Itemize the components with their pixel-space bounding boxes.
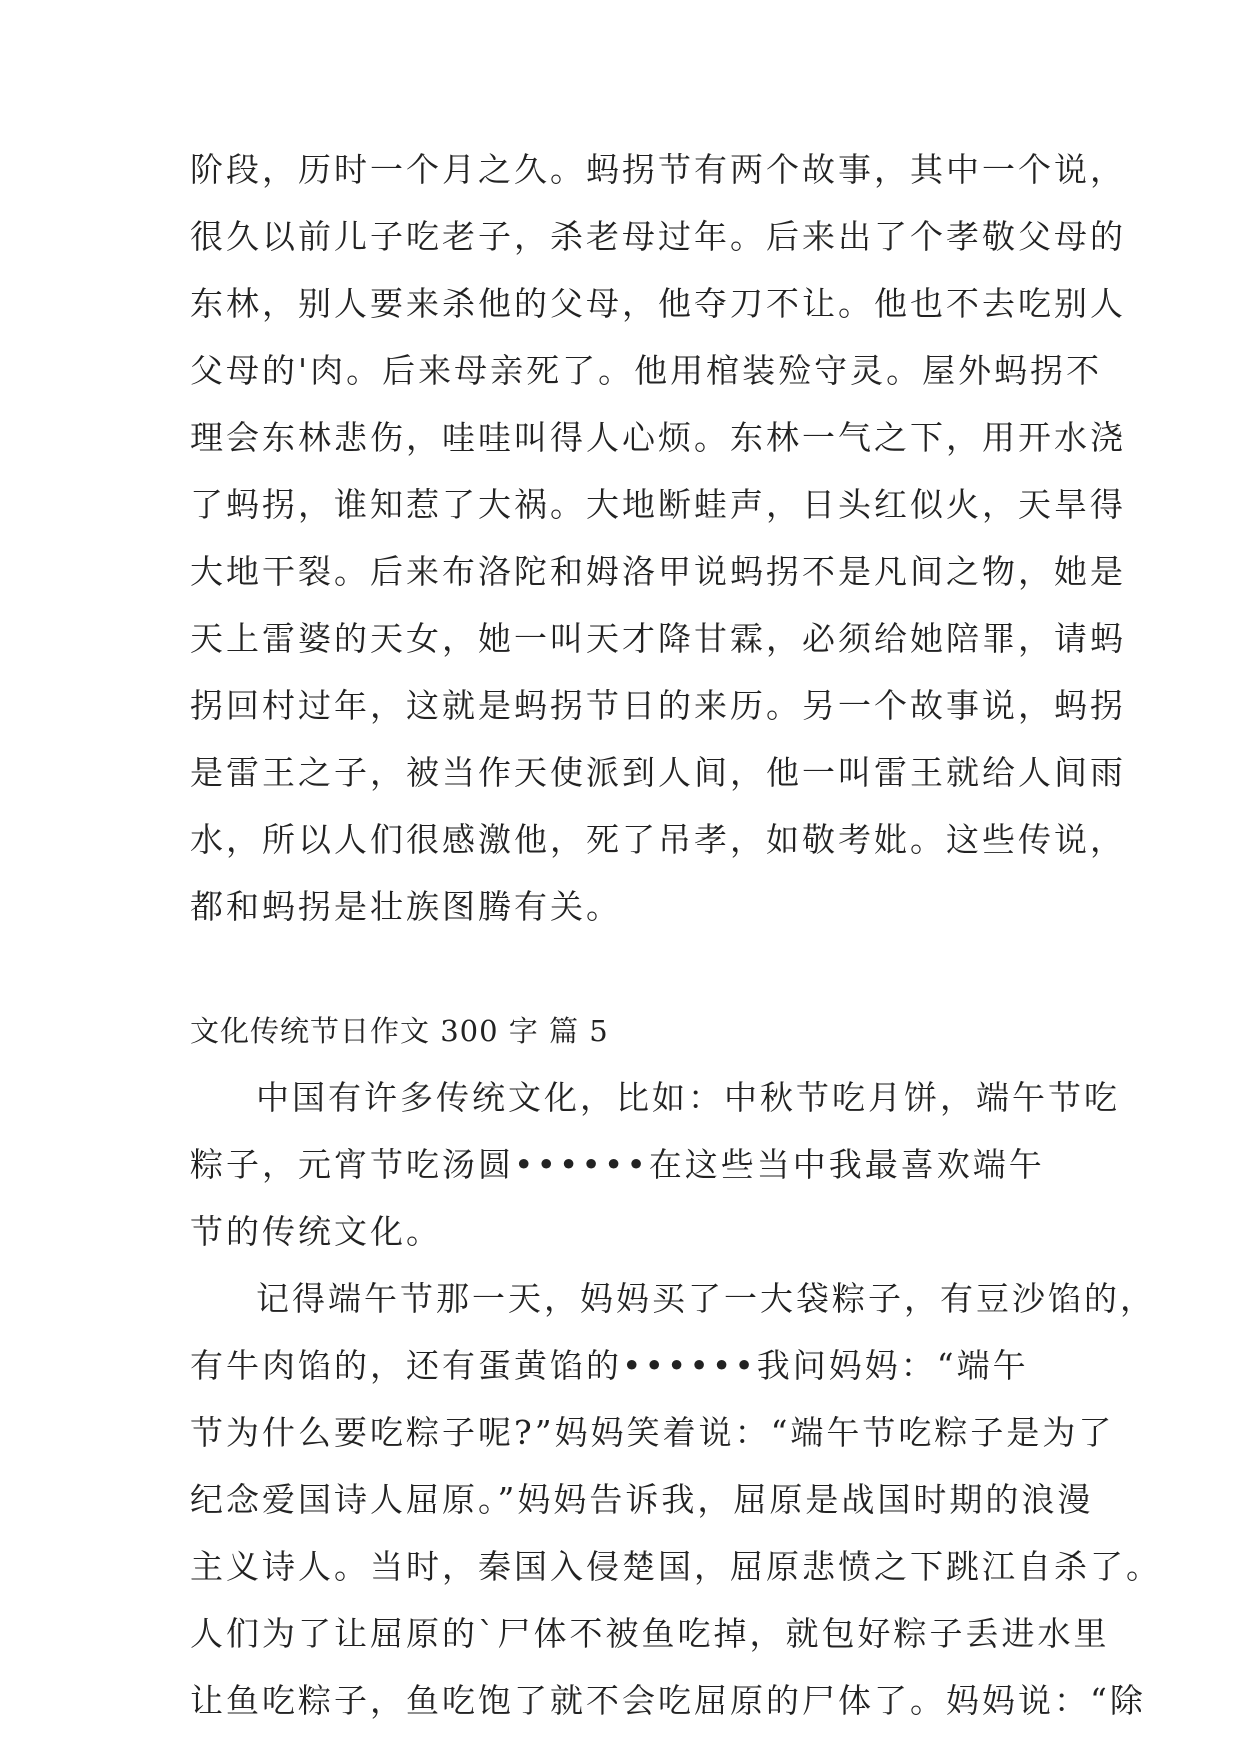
text-line: 父母的'肉。后来母亲死了。他用棺装殓守灵。屋外蚂拐不 (190, 351, 1103, 390)
text-line: 大地干裂。后来布洛陀和姆洛甲说蚂拐不是凡间之物，她是 (190, 552, 1126, 591)
text-line: 节的传统文化。 (190, 1212, 442, 1251)
text-line: 东林，别人要来杀他的父母，他夺刀不让。他也不去吃别人 (190, 284, 1126, 323)
text-line: 理会东林悲伤，哇哇叫得人心烦。东林一气之下，用开水浇 (190, 418, 1126, 457)
text-line: 主义诗人。当时，秦国入侵楚国，屈原悲愤之下跳江自杀了。 (190, 1547, 1162, 1586)
text-line: 是雷王之子，被当作天使派到人间，他一叫雷王就给人间雨 (190, 753, 1126, 792)
text-line: 节为什么要吃粽子呢?”妈妈笑着说：“端午节吃粽子是为了 (190, 1413, 1115, 1452)
text-line: 水，所以人们很感激他，死了吊孝，如敬考妣。这些传说， (190, 820, 1126, 859)
text-line: 天上雷婆的天女，她一叫天才降甘霖，必须给她陪罪，请蚂 (190, 619, 1126, 658)
text-line: 都和蚂拐是壮族图腾有关。 (190, 887, 622, 926)
text-line: 让鱼吃粽子，鱼吃饱了就不会吃屈原的尸体了。妈妈说：“除 (190, 1681, 1146, 1720)
text-line: 有牛肉馅的，还有蛋黄馅的••••••我问妈妈：“端午 (190, 1346, 1029, 1385)
text-line: 拐回村过年，这就是蚂拐节日的来历。另一个故事说，蚂拐 (190, 686, 1126, 725)
text-line: 记得端午节那一天，妈妈买了一大袋粽子，有豆沙馅的， (256, 1279, 1156, 1318)
text-line: 人们为了让屈原的`尸体不被鱼吃掉，就包好粽子丢进水里 (190, 1614, 1110, 1653)
section-heading: 文化传统节日作文 300 字 篇 5 (190, 1014, 609, 1048)
text-line: 粽子，元宵节吃汤圆••••••在这些当中我最喜欢端午 (190, 1145, 1045, 1184)
text-line: 纪念爱国诗人屈原。”妈妈告诉我，屈原是战国时期的浪漫 (190, 1480, 1094, 1519)
text-line: 很久以前儿子吃老子，杀老母过年。后来出了个孝敬父母的 (190, 217, 1126, 256)
text-line: 了蚂拐，谁知惹了大祸。大地断蛙声，日头红似火，天旱得 (190, 485, 1126, 524)
text-line: 中国有许多传统文化，比如：中秋节吃月饼，端午节吃 (256, 1078, 1120, 1117)
text-line: 阶段，历时一个月之久。蚂拐节有两个故事，其中一个说， (190, 150, 1126, 189)
